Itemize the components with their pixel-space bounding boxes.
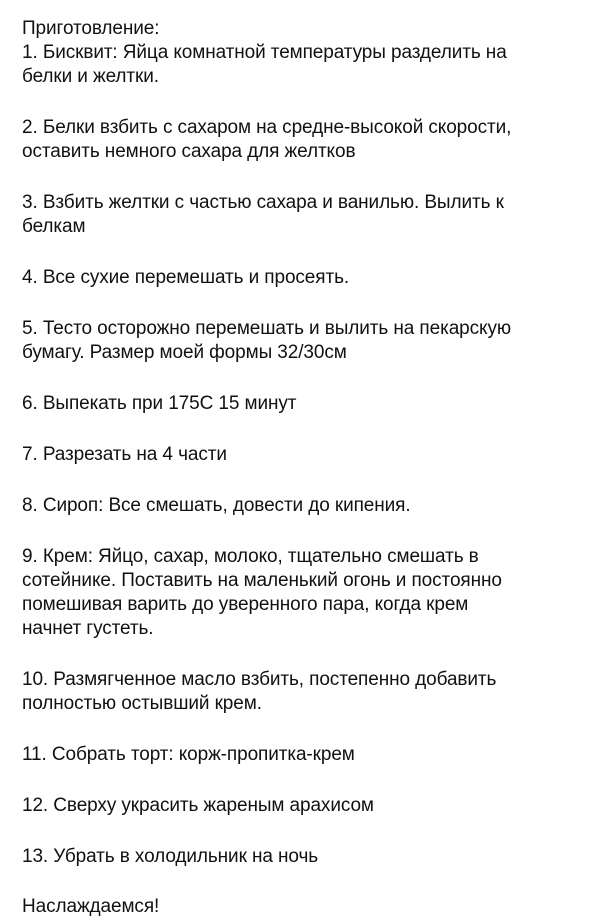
step-line: 5. Тесто осторожно перемешать и вылить на пекарскую xyxy=(22,318,512,339)
recipe-step-7 xyxy=(22,443,592,467)
recipe-step-1 xyxy=(22,41,592,89)
recipe-step-4 xyxy=(22,266,592,290)
step-line: оставить немного сахара для желтков xyxy=(22,141,356,162)
step-line: 1. Бисквит: Яйца комнатной температуры разделить на xyxy=(22,42,507,63)
recipe-step-13 xyxy=(22,845,592,869)
step-line: помешивая варить до уверенного пара, когда крем xyxy=(22,594,469,615)
step-line: 3. Взбить желтки с частью сахара и ванилью. Вылить к xyxy=(22,192,504,213)
step-line: 8. Сироп: Все смешать, довести до кипения. xyxy=(22,495,411,516)
step-line: бумагу. Размер моей формы 32/30см xyxy=(22,342,347,363)
step-line: 10. Размягченное масло взбить, постепенно добавить xyxy=(22,669,497,690)
recipe-step-5 xyxy=(22,317,592,365)
step-line: начнет густеть. xyxy=(22,618,154,639)
step-line: 4. Все сухие перемешать и просеять. xyxy=(22,267,350,288)
recipe-step-3 xyxy=(22,191,592,239)
step-line: сотейнике. Поставить на маленький огонь и постоянно xyxy=(22,570,502,591)
step-line: 9. Крем: Яйцо, сахар, молоко, тщательно смешать в xyxy=(22,546,479,567)
step-line: 13. Убрать в холодильник на ночь xyxy=(22,846,319,867)
recipe-heading: Приготовление: xyxy=(22,18,160,39)
step-line: 11. Собрать торт: корж-пропитка-крем xyxy=(22,744,355,765)
recipe-note xyxy=(22,17,592,919)
recipe-closing: Наслаждаемся! xyxy=(22,896,160,917)
step-line: 2. Белки взбить с сахаром на средне-высокой скорости, xyxy=(22,117,512,138)
recipe-step-6 xyxy=(22,392,592,416)
recipe-step-11 xyxy=(22,743,592,767)
step-line: белкам xyxy=(22,216,86,237)
step-line: 12. Сверху украсить жареным арахисом xyxy=(22,795,374,816)
step-line: белки и желтки. xyxy=(22,66,159,87)
recipe-step-10 xyxy=(22,668,592,716)
recipe-step-2 xyxy=(22,116,592,164)
step-line: 6. Выпекать при 175С 15 минут xyxy=(22,393,297,414)
recipe-step-9 xyxy=(22,545,592,641)
recipe-step-8 xyxy=(22,494,592,518)
recipe-step-12 xyxy=(22,794,592,818)
step-line: полностью остывший крем. xyxy=(22,693,262,714)
step-line: 7. Разрезать на 4 части xyxy=(22,444,227,465)
